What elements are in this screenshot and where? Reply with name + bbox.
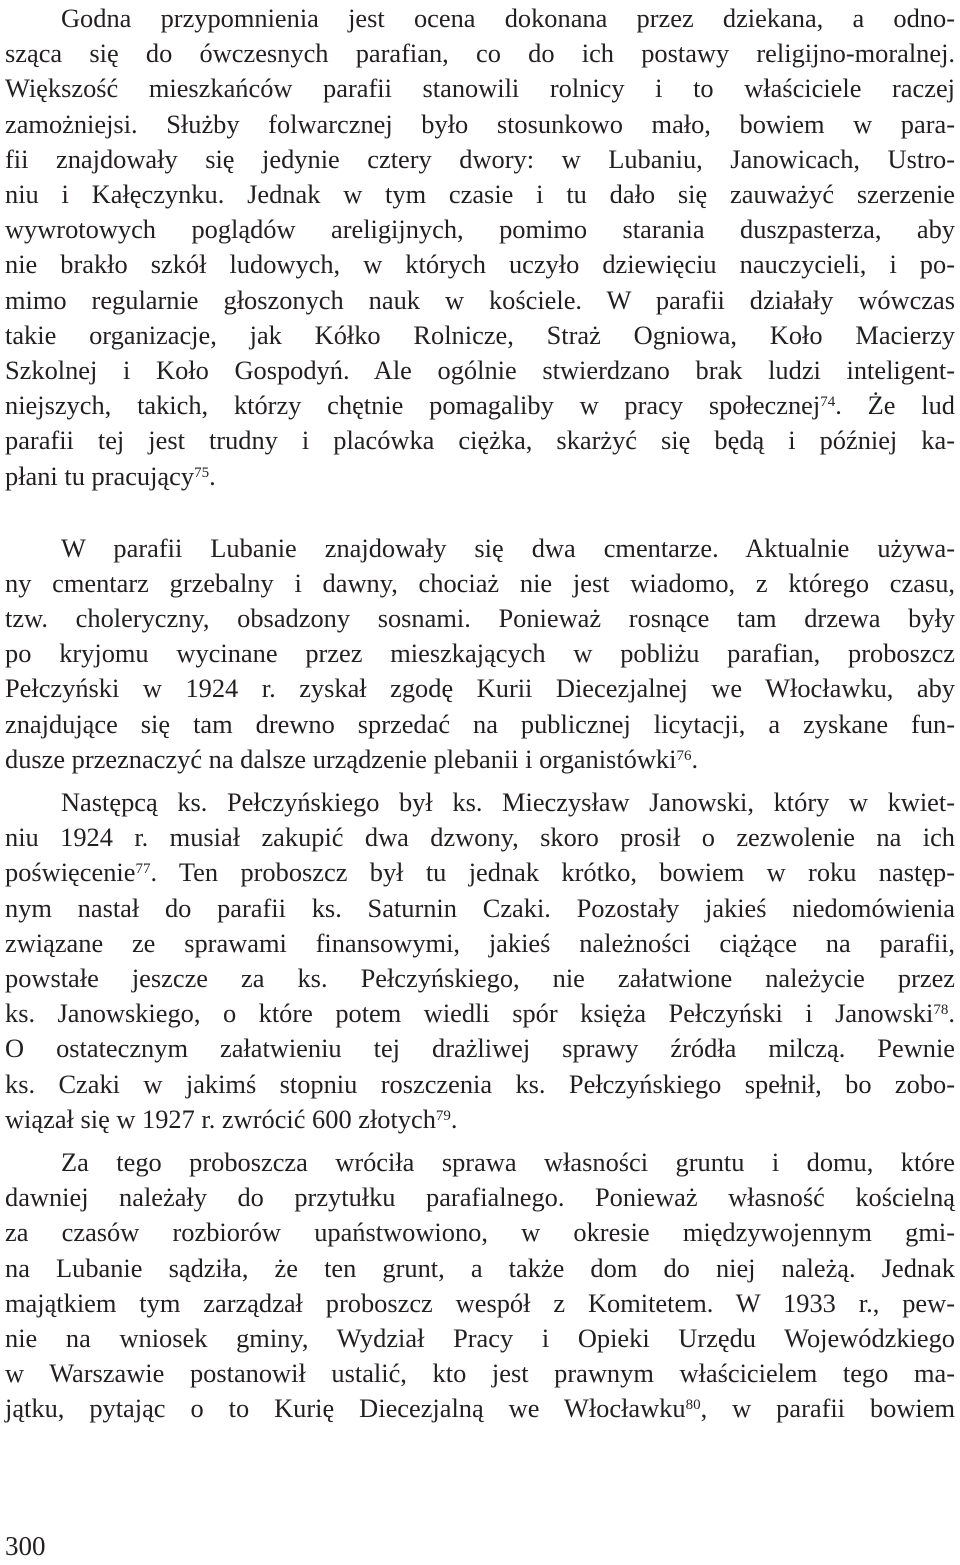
line-text: . Ten proboszcz był tu jednak krótko, bowiem w roku następ- [150, 857, 955, 888]
text-line [5, 1390, 955, 1426]
text-line: Godna przypomnienia jest ocena dokonana przez dziekana, a odno- [61, 3, 955, 33]
text-line [5, 995, 955, 1031]
footnote-ref-78: 78 [933, 1001, 949, 1018]
text-line: tzw. choleryczny, obsadzony sosnami. Ponieważ rosnące tam drzewa były [5, 603, 955, 633]
text-line: powstałe jeszcze za ks. Pełczyńskiego, nie załatwione należycie przez [5, 963, 955, 993]
footnote-ref-80: 80 [685, 1397, 701, 1414]
text-line: związane ze sprawami finansowymi, jakieś należności ciążące na parafii, [5, 927, 955, 958]
text-line: nie na wniosek gminy, Wydział Pracy i Opieki Urzędu Wojewódzkiego [5, 1323, 955, 1353]
footnote-ref-74: 74 [820, 393, 836, 410]
footnote-ref-79: 79 [435, 1107, 451, 1124]
line-text: poświęcenie [5, 857, 136, 888]
text-line: po kryjomu wycinane przez mieszkających w pobliżu parafian, proboszcz [5, 638, 955, 669]
text-line: majątkiem tym zarządzał proboszcz wespół z Komitetem. W 1933 r., pew- [5, 1287, 955, 1318]
text-line: mimo regularnie głoszonych nauk w kościele. W parafii działały wówczas [5, 284, 955, 315]
text-line: dawniej należały do przytułku parafialnego. Ponieważ własność kościelną [5, 1182, 955, 1213]
footnote-ref-76: 76 [676, 747, 692, 764]
text-line: Szkolnej i Koło Gospodyń. Ale ogólnie stwierdzano brak ludzi inteligent- [5, 355, 955, 385]
line-text: . [209, 460, 216, 491]
line-text: wiązał się w 1927 r. zwrócić 600 złotych [5, 1103, 436, 1134]
text-line: O ostatecznym załatwieniu tej drażliwej sprawy źródła milczą. Pewnie [5, 1033, 955, 1064]
line-text: . [948, 998, 955, 1029]
text-line: na Lubanie sądziła, że ten grunt, a także dom do niej należą. Jednak [5, 1252, 955, 1283]
text-line [5, 1101, 955, 1137]
text-line: za czasów rozbiorów upaństwowiono, w okresie międzywojennym gmi- [5, 1217, 955, 1248]
text-line: nym nastał do parafii ks. Saturnin Czaki. Pozostały jakieś niedomówienia [5, 892, 955, 923]
line-text: ks. Janowskiego, o które potem wiedli spór księża Pełczyński i Janowski [5, 998, 934, 1029]
line-text: . [450, 1103, 458, 1134]
text-line: wywrotowych poglądów areligijnych, pomimo starania duszpasterza, aby [5, 214, 955, 245]
text-line: fii znajdowały się jedynie cztery dwory: w Lubaniu, Janowicach, Ustro- [5, 143, 955, 174]
text-line: takie organizacje, jak Kółko Rolnicze, Straż Ogniowa, Koło Macierzy [5, 319, 955, 350]
text-line: znajdujące się tam drewno sprzedać na publicznej licytacji, a zyskane fun- [5, 708, 955, 739]
text-line [5, 854, 955, 890]
text-line: parafii tej jest trudny i placówka ciężka, skarżyć się będą i później ka- [5, 425, 955, 456]
line-text: płani tu pracujący [5, 460, 195, 491]
text-line: niu i Kałęczynku. Jednak w tym czasie i tu dało się zauważyć szerzenie [5, 179, 955, 209]
page-number: 300 [5, 1531, 46, 1561]
text-line: ny cmentarz grzebalny i dawny, chociaż nie jest wiadomo, z którego czasu, [5, 567, 955, 598]
text-line: Pełczyński w 1924 r. zyskał zgodę Kurii Diecezjalnej we Włocławku, aby [5, 673, 955, 704]
text-line: W parafii Lubanie znajdowały się dwa cmentarze. Aktualnie używa- [61, 532, 955, 563]
line-text: . [691, 743, 699, 774]
line-text: . Że lud [835, 390, 955, 421]
text-line: Większość mieszkańców parafii stanowili rolnicy i to właściciele raczej [5, 73, 955, 104]
text-line: zamożniejsi. Służby folwarcznej było stosunkowo mało, bowiem w para- [5, 108, 955, 139]
text-line: Za tego proboszcza wróciła sprawa własności gruntu i domu, które [61, 1147, 955, 1177]
line-text: , w parafii bowiem [700, 1393, 956, 1424]
line-text: dusze przeznaczyć na dalsze urządzenie plebanii i organistówki [5, 743, 677, 774]
line-text: niejszych, takich, którzy chętnie pomagaliby w pracy społecznej [5, 390, 821, 421]
text-line: sząca się do ówczesnych parafian, co do ich postawy religijno-moralnej. [5, 38, 955, 69]
line-text: jątku, pytając o to Kurię Diecezjalną we Włocławku [5, 1393, 686, 1424]
text-line: Następcą ks. Pełczyńskiego był ks. Mieczysław Janowski, który w kwiet- [61, 787, 955, 817]
text-line: nie brakło szkół ludowych, w których uczyło dziewięciu nauczycieli, i po- [5, 249, 955, 280]
text-line [5, 741, 955, 777]
text-line: niu 1924 r. musiał zakupić dwa dzwony, skoro prosił o zezwolenie na ich [5, 822, 955, 853]
text-line [5, 458, 955, 494]
footnote-ref-75: 75 [194, 464, 210, 481]
text-line: ks. Czaki w jakimś stopniu roszczenia ks. Pełczyńskiego spełnił, bo zobo- [5, 1068, 955, 1099]
text-line [5, 387, 955, 423]
footnote-ref-77: 77 [135, 861, 151, 878]
text-line: w Warszawie postanowił ustalić, kto jest prawnym właścicielem tego ma- [5, 1358, 955, 1389]
